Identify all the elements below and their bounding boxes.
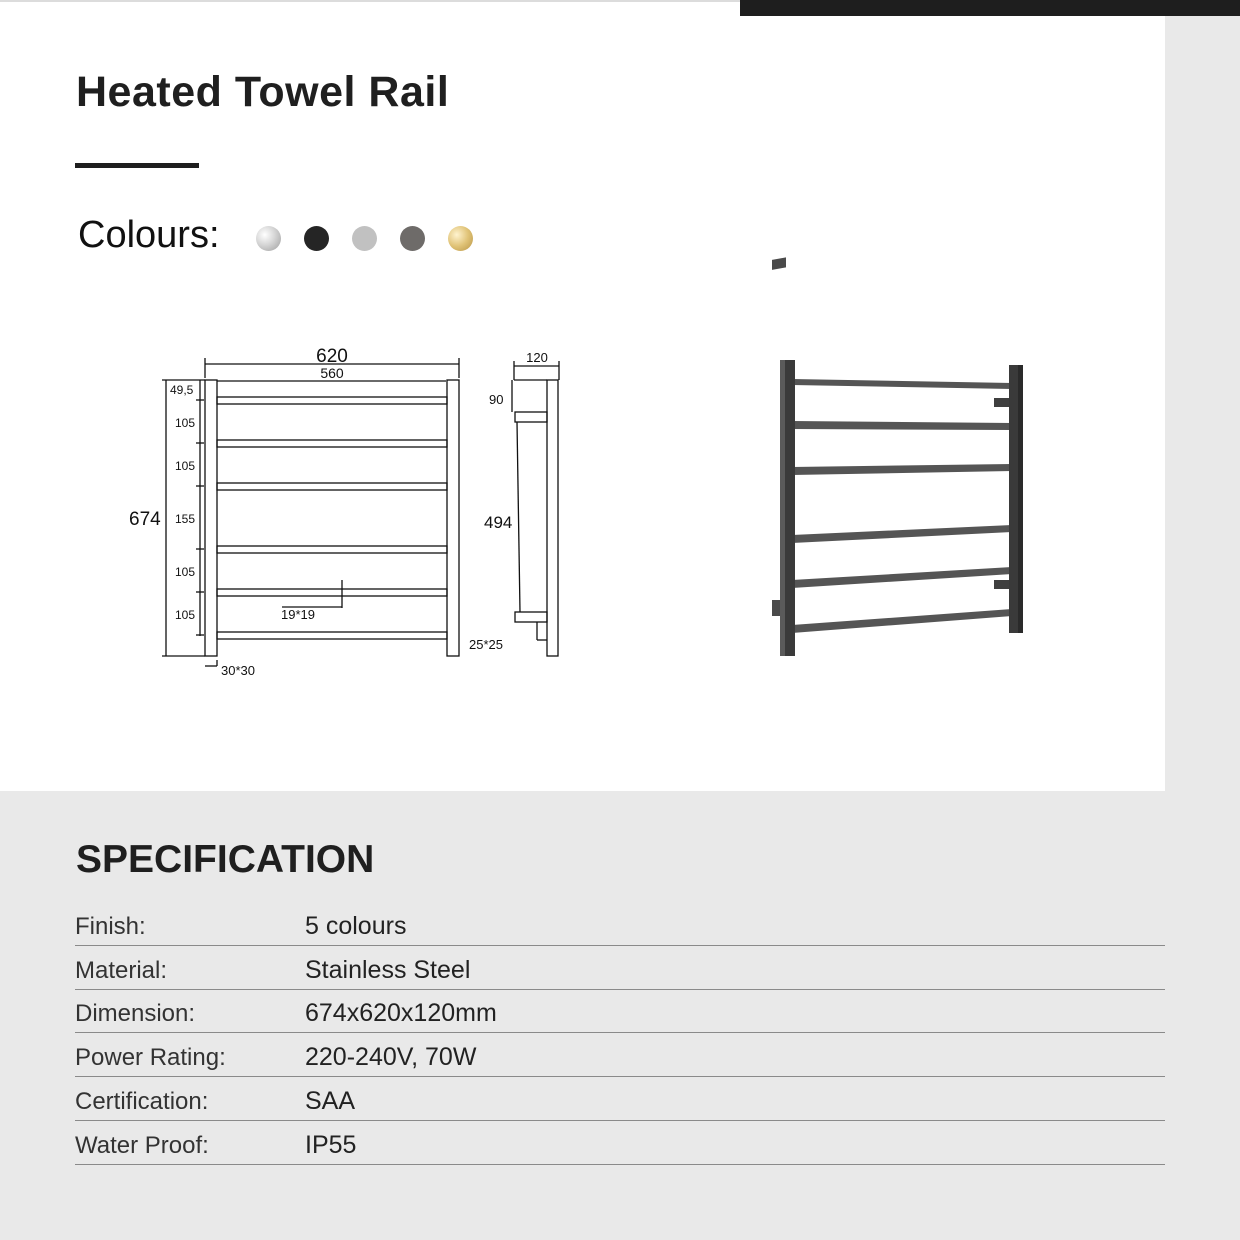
side-view-labels [469,350,548,652]
spec-row-certification [75,1077,1165,1121]
page-title: Heated Towel Rail [76,68,450,116]
towel-rail-product-image [772,257,1023,656]
spec-value: IP55 [305,1130,357,1159]
spec-row-water-proof [75,1121,1165,1165]
depth-label: 120 [526,350,548,365]
bracket-spacing-label: 494 [484,513,513,532]
spec-row-finish [75,902,1165,946]
colours-label: Colours: [78,214,220,256]
gap-label-4: 105 [175,565,196,579]
spec-row-material [75,946,1165,990]
gap-label-2: 105 [175,459,196,473]
spec-label: Material: [75,956,168,984]
spec-value: SAA [305,1086,356,1115]
inner-width-label: 560 [320,365,344,381]
front-view-labels [129,346,348,678]
spec-label: Power Rating: [75,1044,226,1072]
gap-label-3: 155 [175,512,196,526]
spec-label: Water Proof: [75,1131,209,1159]
spec-row-power-rating [75,1033,1165,1077]
specification-title: SPECIFICATION [76,838,375,881]
spec-value: 674x620x120mm [305,999,497,1028]
spec-value: Stainless Steel [305,955,471,984]
bracket-height-label: 90 [489,392,504,407]
post-section-label: 30*30 [221,663,255,678]
spec-value: 220-240V, 70W [305,1043,477,1072]
gap-label-5: 105 [175,608,196,622]
spec-label: Certification: [75,1087,209,1115]
spec-row-dimension [75,990,1165,1034]
spec-label: Dimension: [75,1000,196,1028]
top-offset-label: 49,5 [170,383,194,397]
gap-label-1: 105 [175,416,196,430]
spec-value: 5 colours [305,911,407,940]
side-view-drawing [512,361,559,656]
overall-width-label: 620 [316,346,348,367]
bracket-section-label: 25*25 [469,637,503,652]
bar-section-label: 19*19 [281,607,315,622]
spec-label: Finish: [75,912,146,940]
overall-height-label: 674 [129,509,161,530]
specification-table [75,902,1165,1165]
